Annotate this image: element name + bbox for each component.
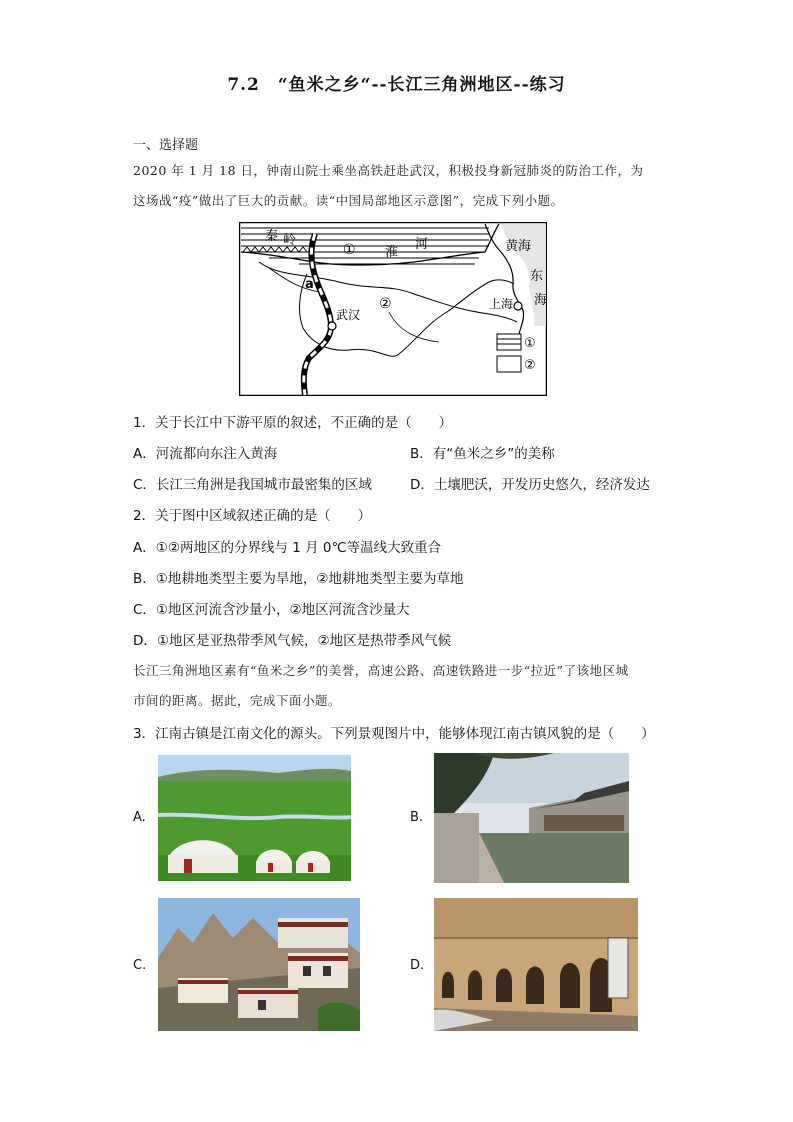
cave-dwelling-photo [434,898,638,1031]
label-wuhan: 武汉 [336,308,361,322]
q3-option-d-label: D. [410,958,425,973]
water-town-photo [434,753,629,883]
label-dong: 东 [530,269,544,284]
q2-option-a: A．①②两地区的分界线与 1 月 0℃等温线大致重合 [133,540,442,556]
label-huai: 淮 [385,245,399,260]
q2-option-d: D．①地区是亚热带季风气候，②地区是热带季风气候 [133,633,452,649]
label-shanghai: 上海 [489,297,514,311]
q1-option-d: D．土壤肥沃，开发历史悠久，经济发达 [410,477,650,493]
q1-stem: 1．关于长江中下游平原的叙述，不正确的是（ ） [133,415,453,431]
q1-option-c: C．长江三角洲是我国城市最密集的区域 [133,477,372,493]
label-region-2: ② [379,296,392,312]
yurt-grassland-photo [158,755,351,881]
intro2-line-2: 市间的距离。据此，完成下面小题。 [133,693,342,708]
label-ling: 岭 [283,233,297,248]
label-he: 河 [415,237,429,252]
q3-option-c-label: C. [133,958,147,973]
q2-option-c: C．①地区河流含沙量小，②地区河流含沙量大 [133,602,410,618]
q3-option-a-label: A. [133,810,146,825]
label-huanghai: 黄海 [505,239,532,254]
q1-option-a: A．河流都向东注入黄海 [133,446,278,462]
q2-stem: 2．关于图中区域叙述正确的是（ ） [133,508,372,524]
tibetan-village-photo [158,898,360,1031]
intro-line-1: 2020 年 1 月 18 日，钟南山院士乘坐高铁赶赴武汉，积极投身新冠肺炎的防治工作，为 [133,163,644,178]
intro2-line-1: 长江三角洲地区素有“鱼米之乡”的美誉，高速公路、高速铁路进一步“拉近”了该地区城 [133,663,629,678]
shanghai-marker [514,302,522,310]
label-a: a [305,277,314,292]
intro-line-2: 这场战“疫”做出了巨大的贡献。读“中国局部地区示意图”，完成下列小题。 [133,193,564,208]
label-hai: 海 [534,293,547,308]
q2-option-b: B．①地耕地类型主要为旱地，②地耕地类型主要为草地 [133,571,464,587]
wuhan-marker [328,322,336,330]
q3-option-b-label: B. [410,810,424,825]
q1-option-b: B．有“鱼米之乡”的美称 [410,446,555,462]
page-title: 7.2 “鱼米之乡“--长江三角洲地区--练习 [227,75,566,95]
section-heading: 一、选择题 [133,138,199,153]
label-qin: 秦 [265,229,279,244]
legend-label-1: ① [524,336,536,351]
q3-stem: 3．江南古镇是江南文化的源头。下列景观图片中，能够体现江南古镇风貌的是（ ） [133,726,655,742]
legend-label-2: ② [524,358,536,373]
china-region-map [239,222,547,396]
label-region-1: ① [343,242,356,258]
